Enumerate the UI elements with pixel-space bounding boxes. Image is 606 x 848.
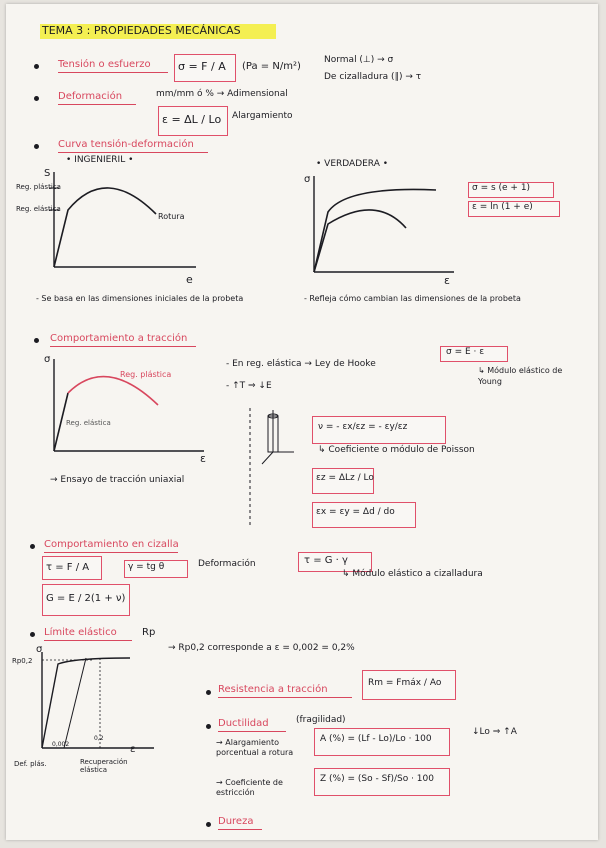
rp02-axis: Rp0,2 [12,657,33,665]
tension-formula: σ = F / A [178,60,226,73]
coef-estriccion-label: → Coeficiente de estricción [216,778,283,797]
axis-s: S [44,168,51,179]
poisson-formula: ν = - εx/εz = - εy/εz [318,422,408,432]
page-title: TEMA 3 : PROPIEDADES MECÁNICAS [42,24,241,37]
coef-formula: Z (%) = (So - Sf)/So · 100 [320,774,434,784]
temp-text: - ↑T ⇒ ↓E [226,381,272,391]
hooke-formula: σ = E · ε [446,347,485,357]
rm-formula: Rm = Fmáx / Ao [368,678,442,688]
ingenieril-graph [46,172,216,282]
underline [218,829,262,830]
tau-formula: τ = F / A [46,562,90,573]
reg-plastica-label: Reg. plástica [16,183,61,191]
traccion-heading: Comportamiento a tracción [50,333,188,344]
axis-e: e [186,273,193,286]
hooke-text: - En reg. elástica → Ley de Hooke [226,359,376,369]
underline [44,640,132,641]
tick-02: 0,2 [94,735,104,742]
traccion-reg-elastica: Reg. elástica [66,419,111,427]
tension-cizalladura: De cizalladura (∥) → τ [324,72,422,82]
bullet [206,822,211,827]
reg-elastica-label: Reg. elástica [16,205,61,213]
verdadera-graph [306,176,466,286]
limite-heading: Límite elástico [44,627,117,638]
limite-axis-sigma: σ [36,644,43,655]
g-formula: G = E / 2(1 + ν) [46,593,126,604]
axis-eps: ε [444,274,450,287]
axis-sigma: σ [304,174,311,185]
underline [58,152,208,153]
curva-heading: Curva tensión-deformación [58,139,194,150]
bullet [206,690,211,695]
rp-label: Rp [142,627,156,638]
underline [44,552,178,553]
true-stress-formula: σ = s (e + 1) [472,183,531,193]
young-text: ↳ Módulo elástico de Young [478,366,563,386]
bullet [30,544,35,549]
ensayo-text: → Ensayo de tracción uniaxial [50,475,185,485]
tick-0002: 0,002 [52,741,70,748]
cizalla-heading: Comportamiento en cizalla [44,539,179,550]
cizalla-def: Deformación [198,559,256,569]
tension-normal: Normal (⊥) → σ [324,55,394,65]
fragilidad-label: (fragilidad) [296,715,346,725]
verdadera-label: • VERDADERA • [316,159,389,169]
deformacion-formula: ε = ΔL / Lo [162,113,222,126]
note-verdadera: - Refleja cómo cambian las dimensiones de la probeta [304,294,521,303]
underline [218,731,286,732]
deformacion-units: mm/mm ó % → Adimensional [156,89,288,99]
bullet [206,724,211,729]
notes-page [6,4,598,840]
traccion-axis-eps: ε [200,452,206,465]
rotura-label: Rotura [158,212,185,221]
alargamiento-label: Alargamiento [232,111,293,121]
tension-units: (Pa = N/m²) [242,61,301,72]
underline [58,72,168,73]
ez-formula: εz = ΔLz / Lo [316,473,374,483]
bullet [34,96,39,101]
deformacion-heading: Deformación [58,91,123,102]
traccion-axis-sigma: σ [44,354,51,365]
tension-heading: Tensión o esfuerzo [58,59,151,70]
alargamiento-rotura-label: → Alargamiento porcentual a rotura [216,738,294,757]
bullet [34,64,39,69]
underline [58,104,136,105]
cizalla-modulo: ↳ Módulo elástico a cizalladura [342,569,483,579]
bullet [30,632,35,637]
ductilidad-heading: Ductilidad [218,718,269,729]
bullet [34,144,39,149]
gamma-formula: γ = tg θ [128,562,165,572]
bullet [34,338,39,343]
underline [50,346,196,347]
alarg-formula: A (%) = (Lf - Lo)/Lo · 100 [320,734,432,744]
limite-axis-eps: ε [130,744,136,755]
exy-formula: εx = εy = Δd / do [316,507,395,517]
dureza-heading: Dureza [218,816,254,827]
def-plas-label: Def. plás. [14,760,47,768]
glaw-formula: τ = G · γ [304,555,348,566]
resistencia-heading: Resistencia a tracción [218,684,328,695]
alarg-note: ↓Lo ⇒ ↑A [472,727,517,737]
poisson-label: ↳ Coeficiente o módulo de Poisson [318,445,475,455]
note-ingenieril: - Se basa en las dimensiones iniciales de la probeta [36,294,244,303]
underline [218,697,352,698]
rp02-text: → Rp0,2 corresponde a ε = 0,002 = 0,2% [168,643,355,653]
true-strain-formula: ε = ln (1 + e) [472,202,533,212]
recuperacion-label: Recuperación elástica [80,758,128,775]
traccion-reg-plastica: Reg. plástica [120,370,172,379]
probeta-sketch [244,408,304,488]
ingenieril-label: • INGENIERIL • [66,155,134,165]
